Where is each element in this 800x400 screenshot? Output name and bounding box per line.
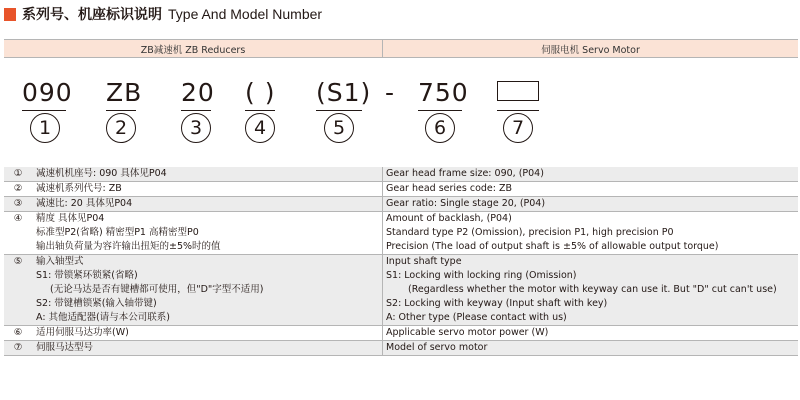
marker-circle: 2: [106, 113, 136, 143]
category-servo-motor: 伺服电机 Servo Motor: [382, 40, 798, 57]
row-en-text: S1: Locking with locking ring (Omission): [386, 270, 577, 281]
row-en-text: Applicable servo motor power (W): [386, 327, 549, 338]
code-underline: [418, 110, 462, 111]
table-row: [4, 197, 798, 212]
row-cn-text: 输出轴负荷量为容许输出扭矩的±5%时的值: [36, 241, 221, 252]
code-underline: [497, 110, 539, 111]
row-cn-text: 减速机系列代号: ZB: [36, 183, 122, 194]
row-cn-text: 伺服马达型号: [36, 342, 94, 353]
title-chinese: 系列号、机座标识说明: [22, 7, 162, 23]
title-english: Type And Model Number: [168, 6, 323, 22]
table-row: [4, 341, 798, 356]
marker-circle: 7: [503, 113, 533, 143]
row-en-text: Precision (The load of output shaft is ±5% of allowable output torque): [386, 241, 719, 252]
row-cn-text: (无论马达是否有键槽都可使用，但"D"字型不适用): [50, 284, 264, 295]
row-cn-text: 减速机机座号: 090 具体见P04: [36, 168, 167, 179]
code-input-shaft: (S1): [316, 78, 372, 107]
row-number: ⑤: [4, 255, 32, 326]
row-number: ②: [4, 182, 32, 197]
row-cn-text: 输入轴型式: [36, 256, 84, 267]
table-row: [4, 182, 798, 197]
section-title: [4, 4, 322, 24]
row-en-text: Amount of backlash, (P04): [386, 213, 512, 224]
code-motor-power: 750: [418, 78, 469, 107]
marker-circle: 1: [30, 113, 60, 143]
row-en-text: Standard type P2 (Omission), precision P1, high precision P0: [386, 227, 674, 238]
row-cn-text: S2: 带键槽锁紧(输入轴带键): [36, 298, 157, 309]
category-reducers: ZB减速机 ZB Reducers: [140, 44, 246, 56]
category-header: [4, 39, 798, 58]
code-underline: [22, 110, 66, 111]
table-row: [4, 212, 798, 255]
row-en-text: Gear head frame size: 090, (P04): [386, 168, 544, 179]
row-en-text: Gear head series code: ZB: [386, 183, 513, 194]
code-underline: [316, 110, 362, 111]
code-underline: [245, 110, 275, 111]
title-marker-icon: [4, 8, 16, 21]
marker-circle: 4: [245, 113, 275, 143]
code-ratio: 20: [181, 78, 215, 107]
marker-circle: 6: [425, 113, 455, 143]
spec-table: [4, 167, 798, 356]
code-series: ZB: [106, 78, 143, 107]
row-en-text: (Regardless whether the motor with keyway can use it. But "D" cut can't use): [408, 284, 777, 295]
code-underline: [106, 110, 136, 111]
code-underline: [181, 110, 211, 111]
table-row: [4, 326, 798, 341]
table-row: [4, 167, 798, 182]
row-number: ①: [4, 167, 32, 182]
row-number: ⑥: [4, 326, 32, 341]
row-cn-text: 精度 具体见P04: [36, 213, 105, 224]
marker-circle: 5: [324, 113, 354, 143]
code-precision: ( ): [245, 78, 276, 107]
row-en-text: Model of servo motor: [386, 342, 488, 353]
row-number: ⑦: [4, 341, 32, 356]
code-frame-size: 090: [22, 78, 73, 107]
row-cn-text: 适用伺服马达功率(W): [36, 327, 129, 338]
row-en-text: Input shaft type: [386, 256, 462, 267]
row-number: ④: [4, 212, 32, 255]
row-cn-text: 标准型P2(省略) 精密型P1 高精密型P0: [36, 227, 199, 238]
row-en-text: S2: Locking with keyway (Input shaft with key): [386, 298, 608, 309]
row-en-text: Gear ratio: Single stage 20, (P04): [386, 198, 546, 209]
table-row: [4, 255, 798, 326]
row-cn-text: A: 其他适配器(请与本公司联系): [36, 312, 170, 323]
code-dash: -: [385, 78, 396, 107]
row-en-text: A: Other type (Please contact with us): [386, 312, 567, 323]
code-motor-model-box: [497, 81, 539, 101]
marker-circle: 3: [181, 113, 211, 143]
row-cn-text: 减速比: 20 具体见P04: [36, 198, 133, 209]
row-number: ③: [4, 197, 32, 212]
row-cn-text: S1: 带锁紧环锁紧(省略): [36, 270, 138, 281]
